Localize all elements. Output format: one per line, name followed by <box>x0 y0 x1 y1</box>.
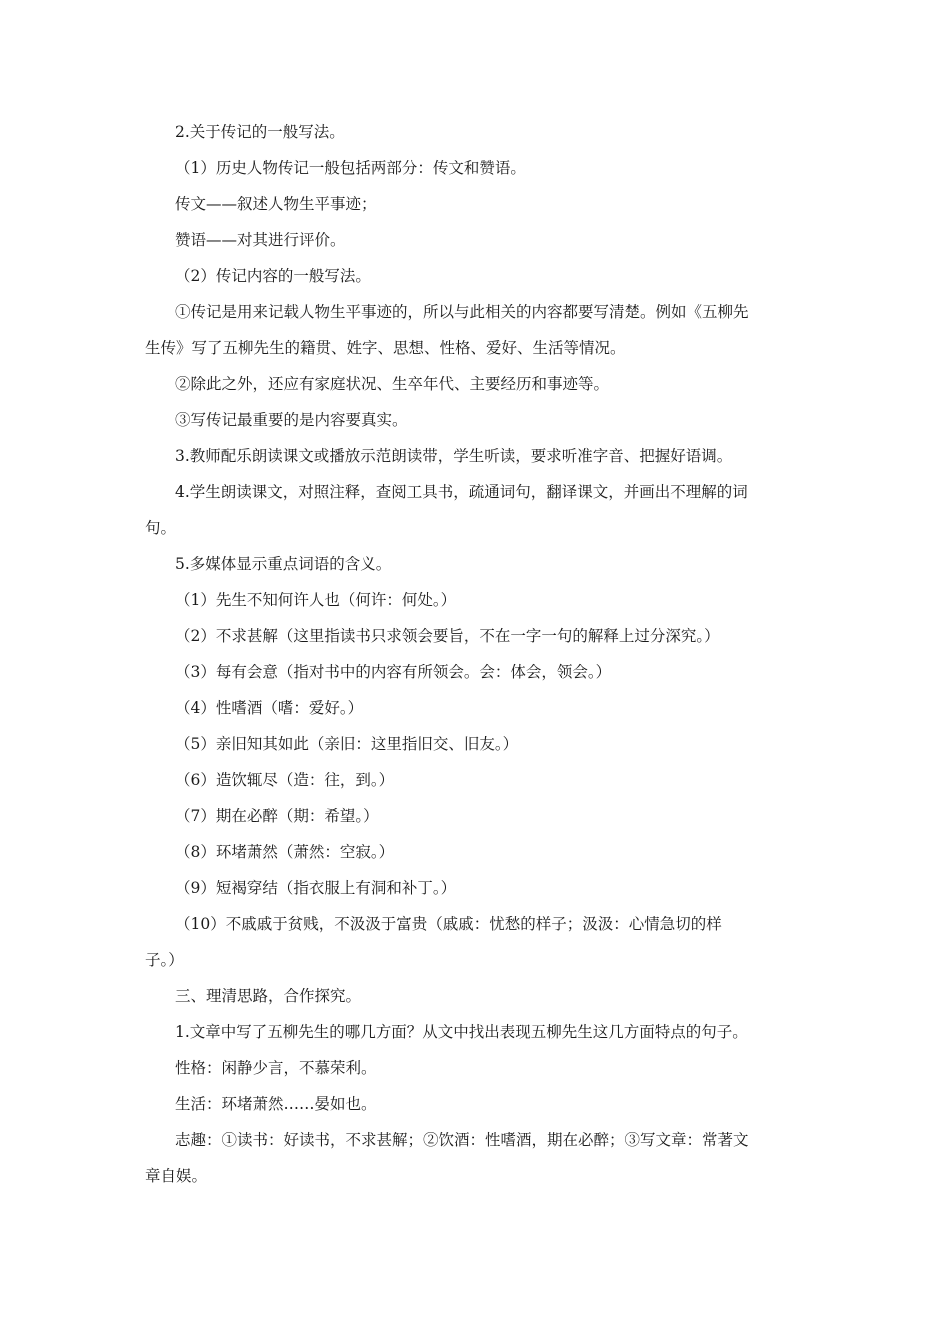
paragraph: 3.教师配乐朗读课文或播放示范朗读带，学生听读，要求听准字音、把握好语调。 <box>175 447 733 465</box>
paragraph: （5）亲旧知其如此（亲旧：这里指旧交、旧友。） <box>175 735 519 753</box>
paragraph: ③写传记最重要的是内容要真实。 <box>175 411 408 429</box>
paragraph: （8）环堵萧然（萧然：空寂。） <box>175 843 395 861</box>
paragraph: （6）造饮辄尽（造：往，到。） <box>175 771 395 789</box>
paragraph: ①传记是用来记载人物生平事迹的，所以与此相关的内容都要写清楚。例如《五柳先 <box>175 303 749 321</box>
paragraph: 传文——叙述人物生平事迹； <box>175 195 377 213</box>
paragraph-continuation: 生传》写了五柳先生的籍贯、姓字、思想、性格、爱好、生活等情况。 <box>145 339 626 357</box>
paragraph: 赞语——对其进行评价。 <box>175 231 346 249</box>
paragraph: （2）不求甚解（这里指读书只求领会要旨，不在一字一句的解释上过分深究。） <box>175 627 720 645</box>
paragraph: （9）短褐穿结（指衣服上有洞和补丁。） <box>175 879 457 897</box>
paragraph: 生活：环堵萧然……晏如也。 <box>175 1095 377 1113</box>
paragraph-continuation: 句。 <box>145 519 177 537</box>
paragraph: （1）历史人物传记一般包括两部分：传文和赞语。 <box>175 159 526 177</box>
paragraph: （7）期在必醉（期：希望。） <box>175 807 379 825</box>
paragraph: 1.文章中写了五柳先生的哪几方面？从文中找出表现五柳先生这几方面特点的句子。 <box>175 1023 748 1041</box>
section-heading: 三、理清思路，合作探究。 <box>175 987 362 1005</box>
paragraph: 2.关于传记的一般写法。 <box>175 123 345 141</box>
paragraph: ②除此之外，还应有家庭状况、生卒年代、主要经历和事迹等。 <box>175 375 610 393</box>
paragraph: （10）不戚戚于贫贱，不汲汲于富贵（戚戚：忧愁的样子；汲汲：心情急切的样 <box>175 915 722 933</box>
paragraph-continuation: 章自娱。 <box>145 1167 208 1185</box>
paragraph: （3）每有会意（指对书中的内容有所领会。会：体会，领会。） <box>175 663 612 681</box>
document-body <box>145 118 805 1198</box>
paragraph: 志趣：①读书：好读书，不求甚解；②饮酒：性嗜酒，期在必醉；③写文章：常著文 <box>175 1131 749 1149</box>
paragraph: （4）性嗜酒（嗜：爱好。） <box>175 699 364 717</box>
paragraph: （1）先生不知何许人也（何许：何处。） <box>175 591 457 609</box>
paragraph: （2）传记内容的一般写法。 <box>175 267 371 285</box>
paragraph: 5.多媒体显示重点词语的含义。 <box>175 555 392 573</box>
paragraph-continuation: 子。） <box>145 951 184 969</box>
paragraph: 性格：闲静少言，不慕荣利。 <box>175 1059 377 1077</box>
paragraph: 4.学生朗读课文，对照注释，查阅工具书，疏通词句，翻译课文，并画出不理解的词 <box>175 483 748 501</box>
